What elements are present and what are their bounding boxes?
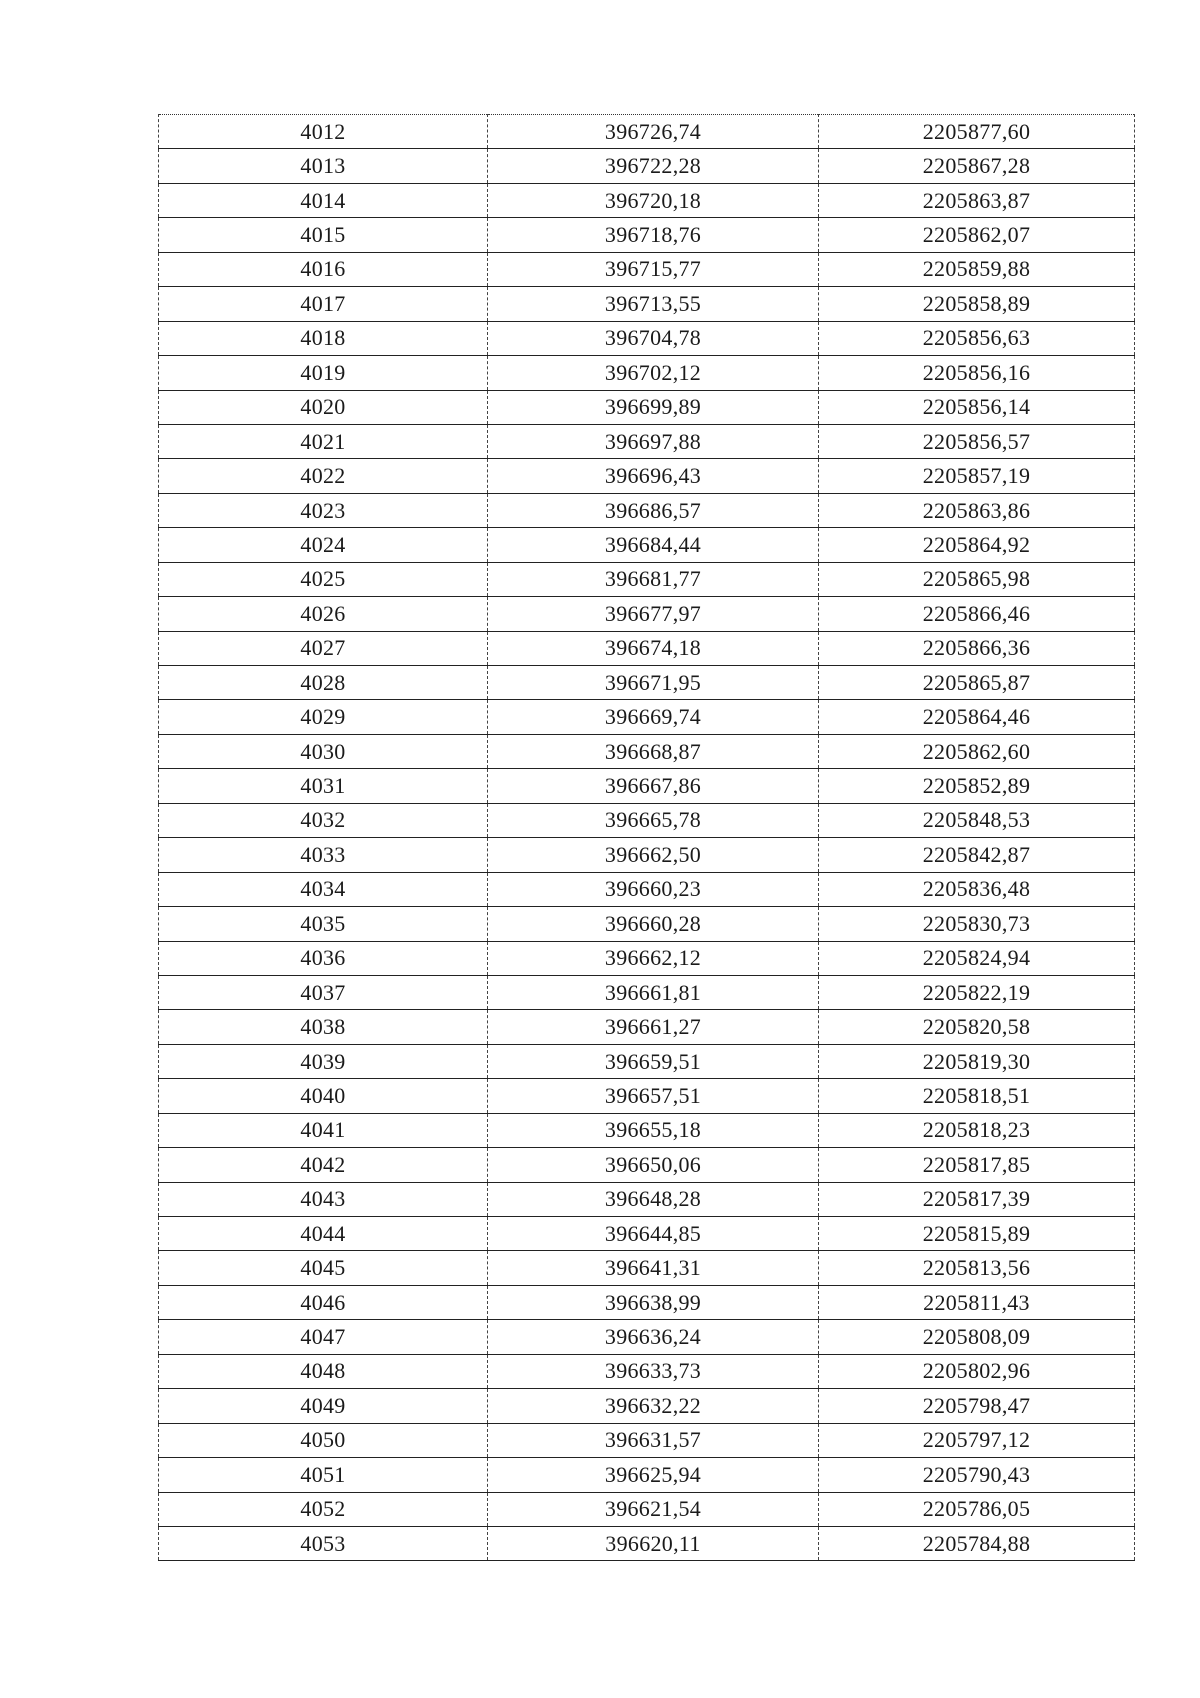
x-coordinate-cell: 396702,12 <box>488 356 819 390</box>
table-row <box>159 115 1135 149</box>
table-row <box>159 287 1135 321</box>
table-row <box>159 1320 1135 1354</box>
x-coordinate-cell: 396659,51 <box>488 1044 819 1078</box>
y-coordinate-cell: 2205867,28 <box>819 149 1135 183</box>
point-number-cell: 4023 <box>159 493 488 527</box>
x-coordinate-cell: 396632,22 <box>488 1389 819 1423</box>
y-coordinate-cell: 2205864,92 <box>819 528 1135 562</box>
y-coordinate-cell: 2205819,30 <box>819 1044 1135 1078</box>
y-coordinate-cell: 2205802,96 <box>819 1354 1135 1388</box>
table-row <box>159 562 1135 596</box>
table-row <box>159 252 1135 286</box>
y-coordinate-cell: 2205856,63 <box>819 321 1135 355</box>
y-coordinate-cell: 2205798,47 <box>819 1389 1135 1423</box>
y-coordinate-cell: 2205811,43 <box>819 1285 1135 1319</box>
point-number-cell: 4032 <box>159 803 488 837</box>
x-coordinate-cell: 396726,74 <box>488 115 819 149</box>
x-coordinate-cell: 396704,78 <box>488 321 819 355</box>
y-coordinate-cell: 2205813,56 <box>819 1251 1135 1285</box>
point-number-cell: 4022 <box>159 459 488 493</box>
x-coordinate-cell: 396660,23 <box>488 872 819 906</box>
x-coordinate-cell: 396696,43 <box>488 459 819 493</box>
point-number-cell: 4034 <box>159 872 488 906</box>
point-number-cell: 4043 <box>159 1182 488 1216</box>
x-coordinate-cell: 396644,85 <box>488 1217 819 1251</box>
x-coordinate-cell: 396713,55 <box>488 287 819 321</box>
point-number-cell: 4027 <box>159 631 488 665</box>
y-coordinate-cell: 2205820,58 <box>819 1010 1135 1044</box>
point-number-cell: 4052 <box>159 1492 488 1526</box>
point-number-cell: 4045 <box>159 1251 488 1285</box>
y-coordinate-cell: 2205790,43 <box>819 1458 1135 1492</box>
point-number-cell: 4053 <box>159 1526 488 1560</box>
x-coordinate-cell: 396697,88 <box>488 424 819 458</box>
y-coordinate-cell: 2205856,16 <box>819 356 1135 390</box>
point-number-cell: 4037 <box>159 975 488 1009</box>
point-number-cell: 4029 <box>159 700 488 734</box>
y-coordinate-cell: 2205866,36 <box>819 631 1135 665</box>
table-row <box>159 493 1135 527</box>
x-coordinate-cell: 396655,18 <box>488 1113 819 1147</box>
point-number-cell: 4021 <box>159 424 488 458</box>
y-coordinate-cell: 2205852,89 <box>819 769 1135 803</box>
point-number-cell: 4013 <box>159 149 488 183</box>
point-number-cell: 4019 <box>159 356 488 390</box>
y-coordinate-cell: 2205856,14 <box>819 390 1135 424</box>
y-coordinate-cell: 2205808,09 <box>819 1320 1135 1354</box>
x-coordinate-cell: 396668,87 <box>488 734 819 768</box>
table-row <box>159 838 1135 872</box>
point-number-cell: 4046 <box>159 1285 488 1319</box>
point-number-cell: 4033 <box>159 838 488 872</box>
table-row <box>159 1079 1135 1113</box>
table-row <box>159 424 1135 458</box>
x-coordinate-cell: 396662,12 <box>488 941 819 975</box>
x-coordinate-cell: 396657,51 <box>488 1079 819 1113</box>
y-coordinate-cell: 2205865,87 <box>819 666 1135 700</box>
point-number-cell: 4024 <box>159 528 488 562</box>
table-row <box>159 1148 1135 1182</box>
table-row <box>159 149 1135 183</box>
x-coordinate-cell: 396661,27 <box>488 1010 819 1044</box>
point-number-cell: 4039 <box>159 1044 488 1078</box>
table-row <box>159 631 1135 665</box>
table-row <box>159 459 1135 493</box>
point-number-cell: 4018 <box>159 321 488 355</box>
table-row <box>159 1217 1135 1251</box>
table-row <box>159 700 1135 734</box>
table-row <box>159 1423 1135 1457</box>
point-number-cell: 4035 <box>159 907 488 941</box>
table-row <box>159 1492 1135 1526</box>
y-coordinate-cell: 2205864,46 <box>819 700 1135 734</box>
y-coordinate-cell: 2205859,88 <box>819 252 1135 286</box>
x-coordinate-cell: 396620,11 <box>488 1526 819 1560</box>
point-number-cell: 4030 <box>159 734 488 768</box>
table-row <box>159 321 1135 355</box>
table-row <box>159 1251 1135 1285</box>
table-row <box>159 941 1135 975</box>
y-coordinate-cell: 2205786,05 <box>819 1492 1135 1526</box>
coordinates-table-body <box>159 115 1135 1561</box>
x-coordinate-cell: 396662,50 <box>488 838 819 872</box>
x-coordinate-cell: 396669,74 <box>488 700 819 734</box>
point-number-cell: 4036 <box>159 941 488 975</box>
point-number-cell: 4031 <box>159 769 488 803</box>
table-row <box>159 1010 1135 1044</box>
table-row <box>159 1354 1135 1388</box>
table-row <box>159 1285 1135 1319</box>
table-row <box>159 183 1135 217</box>
y-coordinate-cell: 2205830,73 <box>819 907 1135 941</box>
point-number-cell: 4041 <box>159 1113 488 1147</box>
y-coordinate-cell: 2205877,60 <box>819 115 1135 149</box>
y-coordinate-cell: 2205784,88 <box>819 1526 1135 1560</box>
point-number-cell: 4014 <box>159 183 488 217</box>
table-row <box>159 803 1135 837</box>
point-number-cell: 4038 <box>159 1010 488 1044</box>
y-coordinate-cell: 2205865,98 <box>819 562 1135 596</box>
point-number-cell: 4025 <box>159 562 488 596</box>
table-row <box>159 907 1135 941</box>
x-coordinate-cell: 396674,18 <box>488 631 819 665</box>
x-coordinate-cell: 396677,97 <box>488 597 819 631</box>
y-coordinate-cell: 2205862,07 <box>819 218 1135 252</box>
x-coordinate-cell: 396638,99 <box>488 1285 819 1319</box>
y-coordinate-cell: 2205836,48 <box>819 872 1135 906</box>
x-coordinate-cell: 396667,86 <box>488 769 819 803</box>
point-number-cell: 4049 <box>159 1389 488 1423</box>
table-row <box>159 1458 1135 1492</box>
point-number-cell: 4051 <box>159 1458 488 1492</box>
table-row <box>159 1389 1135 1423</box>
y-coordinate-cell: 2205842,87 <box>819 838 1135 872</box>
y-coordinate-cell: 2205822,19 <box>819 975 1135 1009</box>
table-row <box>159 356 1135 390</box>
x-coordinate-cell: 396650,06 <box>488 1148 819 1182</box>
point-number-cell: 4012 <box>159 115 488 149</box>
x-coordinate-cell: 396686,57 <box>488 493 819 527</box>
y-coordinate-cell: 2205863,87 <box>819 183 1135 217</box>
point-number-cell: 4047 <box>159 1320 488 1354</box>
y-coordinate-cell: 2205818,23 <box>819 1113 1135 1147</box>
x-coordinate-cell: 396684,44 <box>488 528 819 562</box>
y-coordinate-cell: 2205856,57 <box>819 424 1135 458</box>
table-row <box>159 769 1135 803</box>
x-coordinate-cell: 396633,73 <box>488 1354 819 1388</box>
point-number-cell: 4020 <box>159 390 488 424</box>
x-coordinate-cell: 396699,89 <box>488 390 819 424</box>
y-coordinate-cell: 2205866,46 <box>819 597 1135 631</box>
x-coordinate-cell: 396665,78 <box>488 803 819 837</box>
x-coordinate-cell: 396718,76 <box>488 218 819 252</box>
table-row <box>159 390 1135 424</box>
point-number-cell: 4016 <box>159 252 488 286</box>
point-number-cell: 4044 <box>159 1217 488 1251</box>
x-coordinate-cell: 396715,77 <box>488 252 819 286</box>
point-number-cell: 4028 <box>159 666 488 700</box>
y-coordinate-cell: 2205818,51 <box>819 1079 1135 1113</box>
point-number-cell: 4048 <box>159 1354 488 1388</box>
table-row <box>159 872 1135 906</box>
y-coordinate-cell: 2205817,39 <box>819 1182 1135 1216</box>
x-coordinate-cell: 396722,28 <box>488 149 819 183</box>
point-number-cell: 4050 <box>159 1423 488 1457</box>
x-coordinate-cell: 396641,31 <box>488 1251 819 1285</box>
table-row <box>159 734 1135 768</box>
x-coordinate-cell: 396621,54 <box>488 1492 819 1526</box>
point-number-cell: 4026 <box>159 597 488 631</box>
point-number-cell: 4042 <box>159 1148 488 1182</box>
y-coordinate-cell: 2205858,89 <box>819 287 1135 321</box>
x-coordinate-cell: 396631,57 <box>488 1423 819 1457</box>
x-coordinate-cell: 396720,18 <box>488 183 819 217</box>
x-coordinate-cell: 396660,28 <box>488 907 819 941</box>
y-coordinate-cell: 2205815,89 <box>819 1217 1135 1251</box>
y-coordinate-cell: 2205862,60 <box>819 734 1135 768</box>
y-coordinate-cell: 2205797,12 <box>819 1423 1135 1457</box>
table-row <box>159 218 1135 252</box>
x-coordinate-cell: 396648,28 <box>488 1182 819 1216</box>
x-coordinate-cell: 396671,95 <box>488 666 819 700</box>
table-row <box>159 597 1135 631</box>
y-coordinate-cell: 2205848,53 <box>819 803 1135 837</box>
y-coordinate-cell: 2205817,85 <box>819 1148 1135 1182</box>
x-coordinate-cell: 396661,81 <box>488 975 819 1009</box>
point-number-cell: 4040 <box>159 1079 488 1113</box>
x-coordinate-cell: 396681,77 <box>488 562 819 596</box>
x-coordinate-cell: 396636,24 <box>488 1320 819 1354</box>
x-coordinate-cell: 396625,94 <box>488 1458 819 1492</box>
coordinates-table <box>158 114 1135 1561</box>
table-row <box>159 1526 1135 1560</box>
table-row <box>159 1044 1135 1078</box>
table-row <box>159 528 1135 562</box>
table-row <box>159 1182 1135 1216</box>
table-row <box>159 666 1135 700</box>
point-number-cell: 4015 <box>159 218 488 252</box>
table-row <box>159 975 1135 1009</box>
table-row <box>159 1113 1135 1147</box>
y-coordinate-cell: 2205824,94 <box>819 941 1135 975</box>
point-number-cell: 4017 <box>159 287 488 321</box>
y-coordinate-cell: 2205857,19 <box>819 459 1135 493</box>
y-coordinate-cell: 2205863,86 <box>819 493 1135 527</box>
